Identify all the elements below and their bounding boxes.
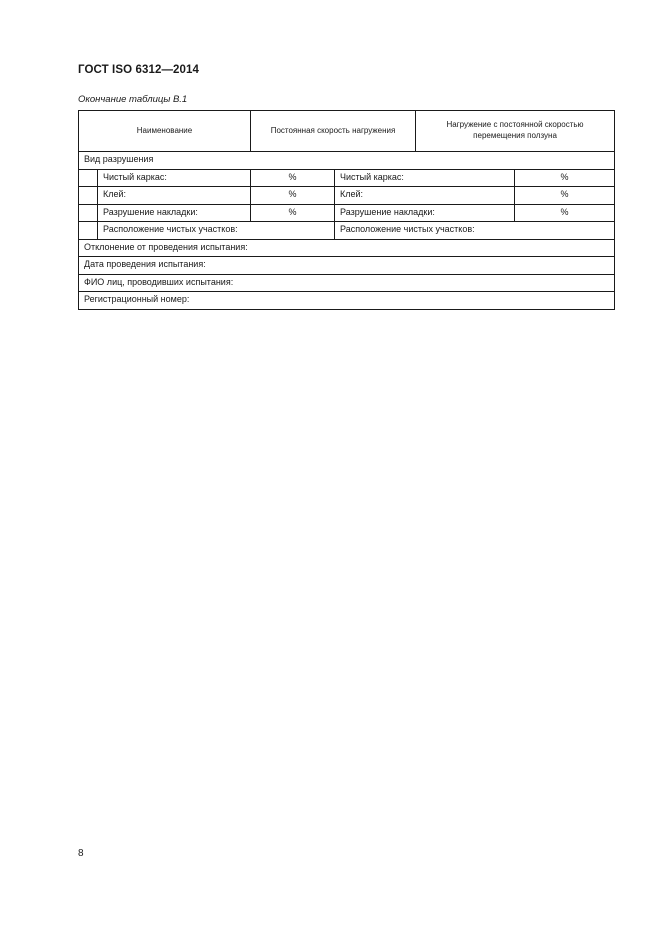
left-failure-value: %	[251, 169, 335, 187]
left-failure-label: Клей:	[98, 187, 251, 205]
indent-cell	[79, 187, 98, 205]
page-number: 8	[78, 848, 84, 859]
left-failure-value: %	[251, 204, 335, 222]
right-failure-label: Разрушение накладки:	[335, 204, 515, 222]
right-failure-label: Клей:	[335, 187, 515, 205]
left-clean-area-location: Расположение чистых участков:	[98, 222, 335, 240]
column-header-constant-crosshead-speed: Нагружение с постоянной скоростью перемещения ползуна	[416, 111, 615, 152]
table-row	[79, 257, 615, 275]
test-date-field: Дата проведения испытания:	[79, 257, 615, 275]
indent-cell	[79, 204, 98, 222]
document-header: ГОСТ ISO 6312—2014	[78, 64, 200, 76]
failure-type-heading: Вид разрушения	[79, 152, 615, 170]
table-row	[79, 169, 615, 187]
testers-names-field: ФИО лиц, проводивших испытания:	[79, 274, 615, 292]
left-failure-label: Разрушение накладки:	[98, 204, 251, 222]
registration-number-field: Регистрационный номер:	[79, 292, 615, 310]
indent-cell	[79, 169, 98, 187]
right-failure-value: %	[515, 169, 615, 187]
right-failure-label: Чистый каркас:	[335, 169, 515, 187]
column-header-name: Наименование	[79, 111, 251, 152]
left-failure-label: Чистый каркас:	[98, 169, 251, 187]
table-row	[79, 274, 615, 292]
table-row	[79, 204, 615, 222]
right-failure-value: %	[515, 204, 615, 222]
table-header-row	[79, 111, 615, 152]
table-row	[79, 152, 615, 170]
table-row	[79, 222, 615, 240]
test-deviation-field: Отклонение от проведения испытания:	[79, 239, 615, 257]
right-clean-area-location: Расположение чистых участков:	[335, 222, 615, 240]
indent-cell	[79, 222, 98, 240]
left-failure-value: %	[251, 187, 335, 205]
column-header-constant-load-rate: Постоянная скорость нагружения	[251, 111, 416, 152]
table-row	[79, 239, 615, 257]
test-report-table	[78, 110, 615, 310]
right-failure-value: %	[515, 187, 615, 205]
table-row	[79, 187, 615, 205]
table-caption: Окончание таблицы В.1	[78, 94, 188, 105]
table-row	[79, 292, 615, 310]
